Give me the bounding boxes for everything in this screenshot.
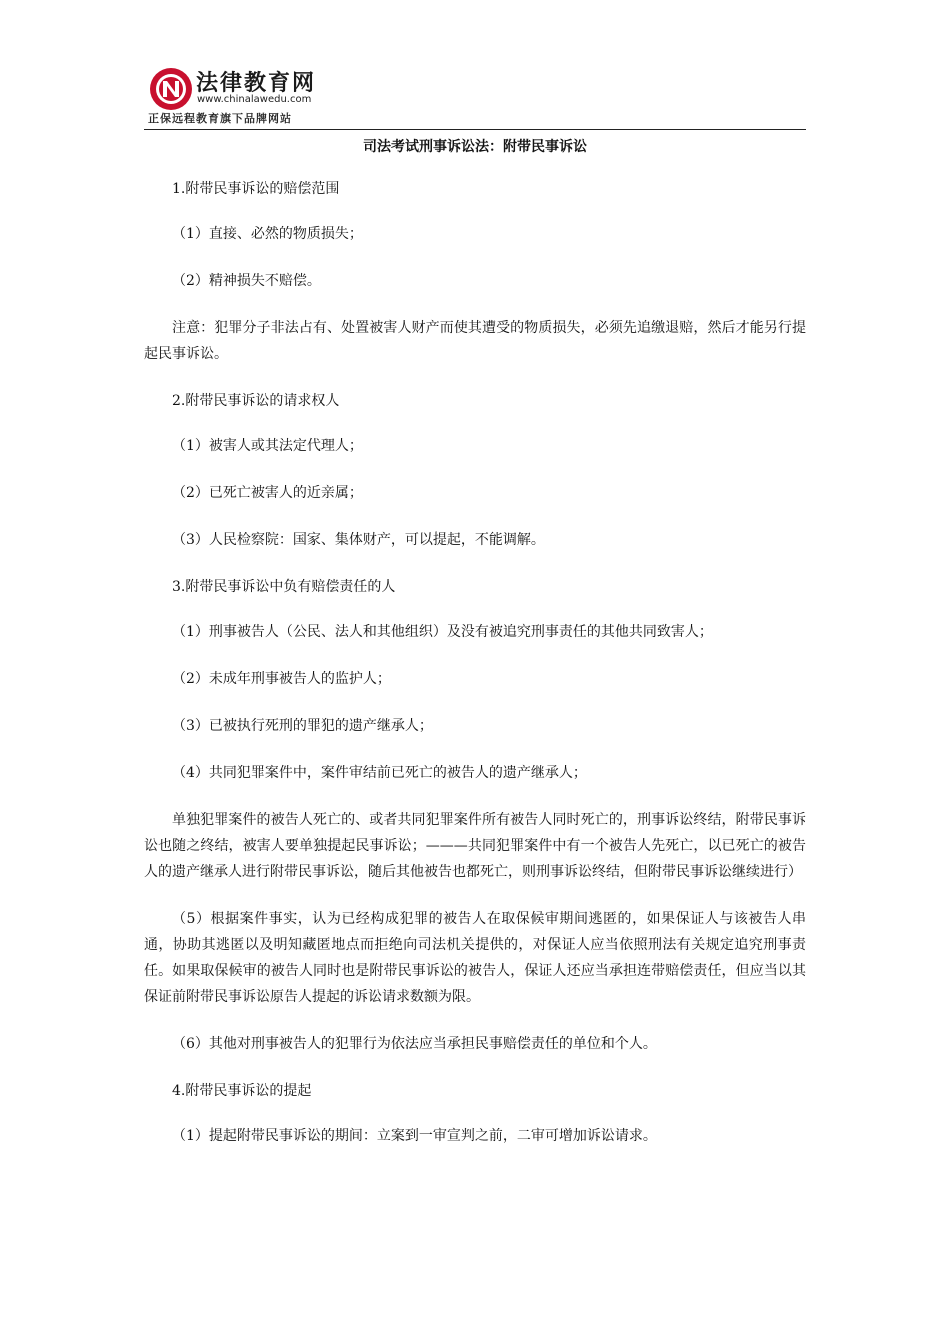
law-education-logo xyxy=(148,66,194,112)
paragraph: （2）精神损失不赔偿。 xyxy=(172,273,321,289)
brand-url[interactable]: www.chinalawedu.com xyxy=(197,94,312,105)
paragraph: （1）提起附带民事诉讼的期间：立案到一审宣判之前，二审可增加诉讼请求。 xyxy=(172,1128,657,1144)
paragraph: （2）未成年刑事被告人的监护人； xyxy=(172,671,391,687)
document-title: 司法考试刑事诉讼法：附带民事诉讼 xyxy=(363,139,587,155)
paragraph: （1）直接、必然的物质损失； xyxy=(172,226,363,242)
paragraph: （1）被害人或其法定代理人； xyxy=(172,438,363,454)
section-heading-3: 3.附带民事诉讼中负有赔偿责任的人 xyxy=(172,579,396,595)
site-header xyxy=(144,62,806,130)
paragraph: （6）其他对刑事被告人的犯罪行为依法应当承担民事赔偿责任的单位和个人。 xyxy=(172,1036,657,1052)
brand-name: 法律教育网 xyxy=(196,71,317,96)
section-heading-4: 4.附带民事诉讼的提起 xyxy=(172,1083,312,1099)
header-divider xyxy=(144,129,806,130)
paragraph: （5）根据案件事实，认为已经构成犯罪的被告人在取保候审期间逃匿的，如果保证人与该被告人串通，协助其逃匿以及明知藏匿地点而拒绝向司法机关提供的，对保证人应当依照刑法有关规定追究刑事责任。如果取保候审的被告人同时也是附带民事诉讼的被告人，保证人还应当承担连带赔偿责任，但应当以其保证前附带民事诉讼原告人提起的诉讼请求数额为限。 xyxy=(144,911,806,1005)
section-heading-2: 2.附带民事诉讼的请求权人 xyxy=(172,393,340,409)
section-heading-1: 1.附带民事诉讼的赔偿范围 xyxy=(172,181,340,197)
paragraph: （1）刑事被告人（公民、法人和其他组织）及没有被追究刑事责任的其他共同致害人； xyxy=(172,624,713,640)
note-paragraph: 注意：犯罪分子非法占有、处置被害人财产而使其遭受的物质损失，必须先追缴退赔，然后才能另行提起民事诉讼。 xyxy=(144,320,806,362)
paragraph: （2）已死亡被害人的近亲属； xyxy=(172,485,363,501)
document-body xyxy=(144,176,806,1170)
paragraph: （3）人民检察院：国家、集体财产，可以提起，不能调解。 xyxy=(172,532,545,548)
paragraph: （4）共同犯罪案件中，案件审结前已死亡的被告人的遗产继承人； xyxy=(172,765,587,781)
paragraph: （3）已被执行死刑的罪犯的遗产继承人； xyxy=(172,718,433,734)
paragraph: 单独犯罪案件的被告人死亡的、或者共同犯罪案件所有被告人同时死亡的，刑事诉讼终结，附带民事诉讼也随之终结，被害人要单独提起民事诉讼；———共同犯罪案件中有一个被告人先死亡，以已死亡的被告人的遗产继承人进行附带民事诉讼，随后其他被告也都死亡，则刑事诉讼终结，但附带民事诉讼继续进行） xyxy=(144,812,806,880)
brand-slogan: 正保远程教育旗下品牌网站 xyxy=(148,112,292,125)
